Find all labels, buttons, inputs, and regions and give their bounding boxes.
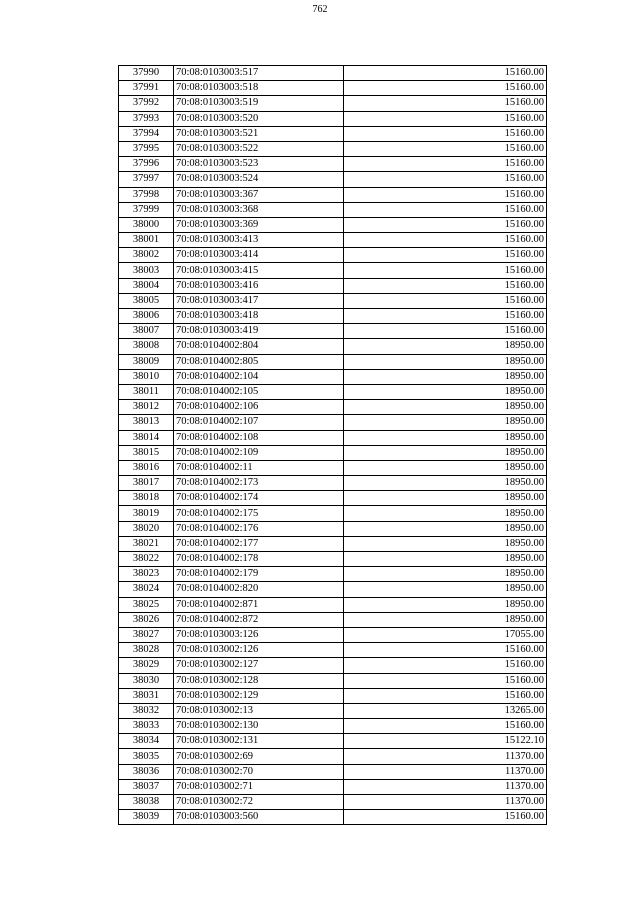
cadastral-number-cell: 70:08:0103003:369 [174, 217, 344, 232]
cadastral-number-cell: 70:08:0103002:13 [174, 703, 344, 718]
table-row [119, 309, 547, 324]
cadastral-number-cell: 70:08:0104002:108 [174, 430, 344, 445]
table-row [119, 460, 547, 475]
value-cell: 15160.00 [344, 111, 547, 126]
cadastral-number-cell: 70:08:0104002:105 [174, 384, 344, 399]
row-number-cell: 38034 [119, 734, 174, 749]
table-row [119, 384, 547, 399]
table-row [119, 233, 547, 248]
table-row [119, 795, 547, 810]
cadastral-number-cell: 70:08:0104002:174 [174, 491, 344, 506]
value-cell: 15160.00 [344, 141, 547, 156]
value-cell: 15160.00 [344, 278, 547, 293]
row-number-cell: 38023 [119, 567, 174, 582]
table-row [119, 491, 547, 506]
table-row [119, 66, 547, 81]
cadastral-number-cell: 70:08:0103003:417 [174, 293, 344, 308]
row-number-cell: 38032 [119, 703, 174, 718]
value-cell: 15160.00 [344, 126, 547, 141]
table-row [119, 703, 547, 718]
row-number-cell: 38038 [119, 795, 174, 810]
cadastral-number-cell: 70:08:0104002:175 [174, 506, 344, 521]
row-number-cell: 37997 [119, 172, 174, 187]
cadastral-number-cell: 70:08:0103003:415 [174, 263, 344, 278]
value-cell: 15122.10 [344, 734, 547, 749]
row-number-cell: 38033 [119, 719, 174, 734]
row-number-cell: 38015 [119, 445, 174, 460]
cadastral-number-cell: 70:08:0103003:414 [174, 248, 344, 263]
row-number-cell: 38004 [119, 278, 174, 293]
row-number-cell: 38037 [119, 779, 174, 794]
row-number-cell: 38006 [119, 309, 174, 324]
cadastral-number-cell: 70:08:0104002:177 [174, 536, 344, 551]
value-cell: 15160.00 [344, 658, 547, 673]
row-number-cell: 38016 [119, 460, 174, 475]
table-row [119, 612, 547, 627]
value-cell: 18950.00 [344, 384, 547, 399]
table-row [119, 217, 547, 232]
value-cell: 15160.00 [344, 248, 547, 263]
table-row [119, 779, 547, 794]
row-number-cell: 38022 [119, 552, 174, 567]
cadastral-number-cell: 70:08:0103003:521 [174, 126, 344, 141]
value-cell: 18950.00 [344, 567, 547, 582]
value-cell: 18950.00 [344, 582, 547, 597]
table-row [119, 567, 547, 582]
table-row [119, 582, 547, 597]
value-cell: 15160.00 [344, 263, 547, 278]
value-cell: 15160.00 [344, 187, 547, 202]
cadastral-number-cell: 70:08:0104002:804 [174, 339, 344, 354]
table-row [119, 749, 547, 764]
cadastral-number-cell: 70:08:0103002:126 [174, 643, 344, 658]
value-cell: 18950.00 [344, 476, 547, 491]
table-row [119, 719, 547, 734]
cadastral-number-cell: 70:08:0103002:127 [174, 658, 344, 673]
table-row [119, 627, 547, 642]
value-cell: 18950.00 [344, 369, 547, 384]
table-row [119, 597, 547, 612]
row-number-cell: 38021 [119, 536, 174, 551]
row-number-cell: 37994 [119, 126, 174, 141]
table-row [119, 536, 547, 551]
cadastral-number-cell: 70:08:0103002:70 [174, 764, 344, 779]
row-number-cell: 38020 [119, 521, 174, 536]
cadastral-number-cell: 70:08:0103003:416 [174, 278, 344, 293]
cadastral-value-table [118, 65, 547, 825]
table-row [119, 278, 547, 293]
row-number-cell: 38028 [119, 643, 174, 658]
table-row [119, 187, 547, 202]
table-row [119, 172, 547, 187]
table-row [119, 157, 547, 172]
value-cell: 18950.00 [344, 339, 547, 354]
value-cell: 18950.00 [344, 400, 547, 415]
cadastral-number-cell: 70:08:0103002:130 [174, 719, 344, 734]
cadastral-number-cell: 70:08:0103003:560 [174, 810, 344, 825]
row-number-cell: 38030 [119, 673, 174, 688]
value-cell: 15160.00 [344, 309, 547, 324]
cadastral-number-cell: 70:08:0103002:128 [174, 673, 344, 688]
value-cell: 18950.00 [344, 521, 547, 536]
cadastral-number-cell: 70:08:0104002:107 [174, 415, 344, 430]
cadastral-number-cell: 70:08:0104002:871 [174, 597, 344, 612]
value-cell: 15160.00 [344, 233, 547, 248]
cadastral-number-cell: 70:08:0103003:517 [174, 66, 344, 81]
cadastral-number-cell: 70:08:0103002:72 [174, 795, 344, 810]
table-row [119, 293, 547, 308]
cadastral-number-cell: 70:08:0103003:419 [174, 324, 344, 339]
table-row [119, 506, 547, 521]
table-row [119, 521, 547, 536]
row-number-cell: 37990 [119, 66, 174, 81]
value-cell: 15160.00 [344, 810, 547, 825]
value-cell: 18950.00 [344, 597, 547, 612]
table-row [119, 415, 547, 430]
table-row [119, 476, 547, 491]
table-row [119, 688, 547, 703]
table-row [119, 324, 547, 339]
value-cell: 18950.00 [344, 552, 547, 567]
value-cell: 15160.00 [344, 96, 547, 111]
value-cell: 15160.00 [344, 293, 547, 308]
value-cell: 18950.00 [344, 415, 547, 430]
value-cell: 15160.00 [344, 643, 547, 658]
table-row [119, 263, 547, 278]
value-cell: 15160.00 [344, 157, 547, 172]
table-row [119, 354, 547, 369]
value-cell: 11370.00 [344, 749, 547, 764]
row-number-cell: 38019 [119, 506, 174, 521]
table-row [119, 643, 547, 658]
cadastral-number-cell: 70:08:0104002:178 [174, 552, 344, 567]
table-row [119, 810, 547, 825]
value-cell: 18950.00 [344, 445, 547, 460]
row-number-cell: 38036 [119, 764, 174, 779]
table-row [119, 111, 547, 126]
cadastral-number-cell: 70:08:0103003:523 [174, 157, 344, 172]
row-number-cell: 38024 [119, 582, 174, 597]
row-number-cell: 37995 [119, 141, 174, 156]
value-cell: 18950.00 [344, 354, 547, 369]
row-number-cell: 38012 [119, 400, 174, 415]
row-number-cell: 37999 [119, 202, 174, 217]
cadastral-number-cell: 70:08:0103003:524 [174, 172, 344, 187]
row-number-cell: 38005 [119, 293, 174, 308]
table-row [119, 126, 547, 141]
cadastral-number-cell: 70:08:0103003:126 [174, 627, 344, 642]
value-cell: 13265.00 [344, 703, 547, 718]
cadastral-number-cell: 70:08:0103003:418 [174, 309, 344, 324]
cadastral-number-cell: 70:08:0104002:179 [174, 567, 344, 582]
table-row [119, 552, 547, 567]
row-number-cell: 37992 [119, 96, 174, 111]
row-number-cell: 38039 [119, 810, 174, 825]
row-number-cell: 38014 [119, 430, 174, 445]
row-number-cell: 38000 [119, 217, 174, 232]
value-cell: 15160.00 [344, 324, 547, 339]
cadastral-number-cell: 70:08:0103002:129 [174, 688, 344, 703]
table-row [119, 81, 547, 96]
value-cell: 18950.00 [344, 506, 547, 521]
row-number-cell: 38025 [119, 597, 174, 612]
row-number-cell: 38002 [119, 248, 174, 263]
row-number-cell: 38003 [119, 263, 174, 278]
cadastral-number-cell: 70:08:0104002:173 [174, 476, 344, 491]
cadastral-number-cell: 70:08:0104002:106 [174, 400, 344, 415]
row-number-cell: 38008 [119, 339, 174, 354]
value-cell: 18950.00 [344, 491, 547, 506]
row-number-cell: 37993 [119, 111, 174, 126]
page-number: 762 [312, 4, 328, 15]
cadastral-number-cell: 70:08:0103003:520 [174, 111, 344, 126]
value-cell: 18950.00 [344, 612, 547, 627]
value-cell: 15160.00 [344, 217, 547, 232]
cadastral-number-cell: 70:08:0103003:368 [174, 202, 344, 217]
cadastral-number-cell: 70:08:0104002:104 [174, 369, 344, 384]
value-cell: 15160.00 [344, 673, 547, 688]
cadastral-number-cell: 70:08:0103003:518 [174, 81, 344, 96]
value-cell: 15160.00 [344, 81, 547, 96]
table-row [119, 673, 547, 688]
cadastral-number-cell: 70:08:0104002:109 [174, 445, 344, 460]
row-number-cell: 38009 [119, 354, 174, 369]
value-cell: 15160.00 [344, 66, 547, 81]
row-number-cell: 37991 [119, 81, 174, 96]
cadastral-number-cell: 70:08:0103003:519 [174, 96, 344, 111]
cadastral-number-cell: 70:08:0103002:71 [174, 779, 344, 794]
table-row [119, 248, 547, 263]
cadastral-number-cell: 70:08:0104002:11 [174, 460, 344, 475]
cadastral-number-cell: 70:08:0104002:176 [174, 521, 344, 536]
row-number-cell: 38026 [119, 612, 174, 627]
table-row [119, 141, 547, 156]
table-row [119, 445, 547, 460]
cadastral-number-cell: 70:08:0104002:820 [174, 582, 344, 597]
value-cell: 18950.00 [344, 430, 547, 445]
table-row [119, 369, 547, 384]
value-cell: 11370.00 [344, 764, 547, 779]
value-cell: 18950.00 [344, 460, 547, 475]
row-number-cell: 38035 [119, 749, 174, 764]
cadastral-number-cell: 70:08:0104002:805 [174, 354, 344, 369]
value-cell: 15160.00 [344, 172, 547, 187]
row-number-cell: 38010 [119, 369, 174, 384]
table-row [119, 339, 547, 354]
value-cell: 17055.00 [344, 627, 547, 642]
table-row [119, 400, 547, 415]
table-row [119, 734, 547, 749]
row-number-cell: 38017 [119, 476, 174, 491]
cadastral-number-cell: 70:08:0103002:69 [174, 749, 344, 764]
value-cell: 11370.00 [344, 795, 547, 810]
table-row [119, 96, 547, 111]
value-cell: 15160.00 [344, 719, 547, 734]
table-row [119, 202, 547, 217]
row-number-cell: 38013 [119, 415, 174, 430]
row-number-cell: 37998 [119, 187, 174, 202]
table-row [119, 658, 547, 673]
row-number-cell: 38029 [119, 658, 174, 673]
value-cell: 15160.00 [344, 688, 547, 703]
cadastral-number-cell: 70:08:0103003:522 [174, 141, 344, 156]
cadastral-number-cell: 70:08:0104002:872 [174, 612, 344, 627]
cadastral-number-cell: 70:08:0103003:413 [174, 233, 344, 248]
row-number-cell: 38031 [119, 688, 174, 703]
table-body [119, 66, 547, 825]
value-cell: 11370.00 [344, 779, 547, 794]
value-cell: 15160.00 [344, 202, 547, 217]
cadastral-number-cell: 70:08:0103003:367 [174, 187, 344, 202]
row-number-cell: 37996 [119, 157, 174, 172]
row-number-cell: 38011 [119, 384, 174, 399]
value-cell: 18950.00 [344, 536, 547, 551]
table-row [119, 764, 547, 779]
table-row [119, 430, 547, 445]
row-number-cell: 38007 [119, 324, 174, 339]
row-number-cell: 38001 [119, 233, 174, 248]
row-number-cell: 38027 [119, 627, 174, 642]
row-number-cell: 38018 [119, 491, 174, 506]
cadastral-number-cell: 70:08:0103002:131 [174, 734, 344, 749]
